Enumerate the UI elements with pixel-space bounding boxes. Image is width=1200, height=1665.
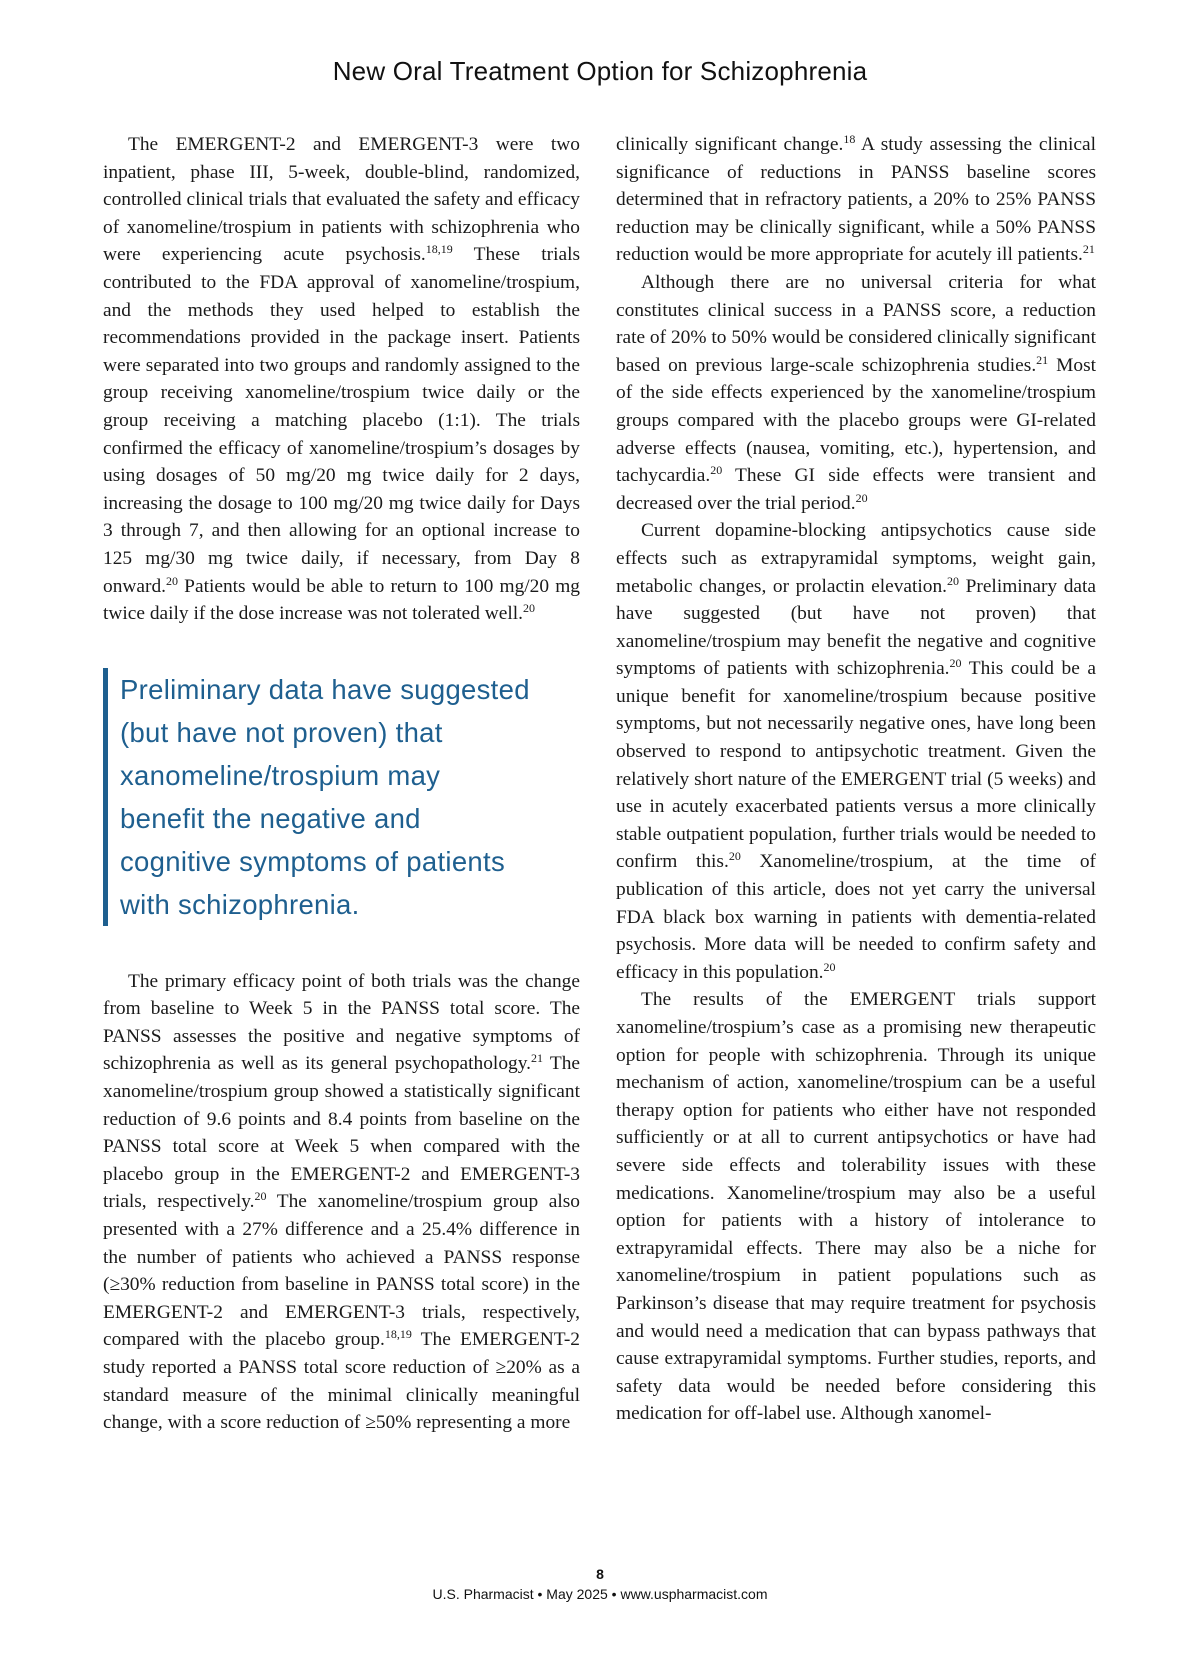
- pull-quote-line: Preliminary data have suggested: [120, 673, 530, 705]
- right-paragraph-2: Although there are no universal criteria for what constitutes clinical success in a PANSS score, a reduction rate of 20% to 50% would be considered clinically significant based on previous large-scale schizophrenia studies.$^{21}$ Most of the side effects experienced by the xanomeline/trospium groups compared with the placebo groups were GI-related adverse effects (nausea, vomiting, etc.), hypertension, and tachycardia.$^{20}$ These GI side effects were transient and decreased over the trial period.$^{20}$: [616, 271, 1097, 514]
- left-column: [103, 131, 580, 1437]
- citation-superscript: 20: [166, 573, 179, 588]
- citation-superscript: 20: [823, 959, 836, 974]
- citation-superscript: 20: [254, 1189, 267, 1204]
- citation-superscript: 18: [843, 132, 856, 146]
- citation-superscript: 20: [522, 601, 535, 616]
- pull-quote-line: xanomeline/trospium may: [120, 759, 441, 791]
- pull-quote-line: benefit the negative and: [120, 802, 421, 834]
- right-paragraph-1: clinically significant change.$^{18}$ A study assessing the clinical significance of reductions in PANSS baseline scores determined that in refractory patients, a 20% to 25% PANSS reduction may be clinically significant, while a 50% PANSS reduction would be more appropriate for acutely ill patients.$^{21}$: [616, 132, 1096, 266]
- pull-quote: [103, 668, 580, 926]
- page-number: 8: [596, 1566, 604, 1582]
- page-title: New Oral Treatment Option for Schizophrenia: [332, 56, 868, 86]
- citation-superscript: 21: [1036, 352, 1049, 367]
- citation-superscript: 18,19: [384, 1327, 412, 1342]
- pull-quote-line: with schizophrenia.: [120, 888, 360, 920]
- pull-quote-line: cognitive symptoms of patients: [120, 845, 506, 877]
- citation-superscript: 20: [855, 490, 868, 505]
- right-paragraph-3: Current dopamine-blocking antipsychotics cause side effects such as extrapyramidal symptoms, weight gain, metabolic changes, or prolactin elevation.$^{20}$ Preliminary data have suggested (but have not proven) that xanomeline/trospium may benefit the negative and cognitive symptoms of patients with schizophrenia.$^{20}$ This could be a unique benefit for xanomeline/trospium because positive symptoms, but not necessarily negative ones, have long been observed to respond to antipsychotic treatment. Given the relatively short nature of the EMERGENT trial (5 weeks) and use in acutely exacerbated patients versus a more clinically stable outpatient population, further trials would be needed to confirm this.$^{20}$ Xanomeline/trospium, at the time of publication of this article, does not yet carry the universal FDA black box warning in patients with dementia-related psychosis. More data will be needed to confirm safety and efficacy in this population.$^{20}$: [616, 520, 1096, 983]
- right-column: [616, 131, 1096, 1428]
- citation-superscript: 20: [949, 656, 962, 671]
- left-paragraph-1: The EMERGENT-2 and EMERGENT-3 were two inpatient, phase III, 5-week, double-blind, randomized, controlled clinical trials that evaluated the safety and efficacy of xanomeline/trospium in patients with schizophrenia who were experiencing acute psychosis.$^{18,19}$ These trials contributed to the FDA approval of xanomeline/trospium, and the methods they used helped to establish the recommendations provided in the package insert. Patients were separated into two groups and randomly assigned to the group receiving xanomeline/trospium twice daily or the group receiving a matching placebo (1:1). The trials confirmed the efficacy of xanomeline/trospium’s dosages by using dosages of 50 mg/20 mg twice daily for 2 days, increasing the dosage to 100 mg/20 mg twice daily for Days 3 through 7, and then allowing for an optional increase to 125 mg/30 mg twice daily, if necessary, from Day 8 onward.$^{20}$ Patients would be able to return to 100 mg/20 mg twice daily if the dose increase was not tolerated well.$^{20}$: [103, 134, 581, 625]
- pull-quote-line: (but have not proven) that: [120, 716, 443, 748]
- citation-superscript: 21: [531, 1051, 543, 1066]
- citation-superscript: 21: [1082, 242, 1095, 257]
- citation-superscript: 20: [710, 463, 723, 478]
- right-paragraph-4: The results of the EMERGENT trials support xanomeline/trospium’s case as a promising new therapeutic option for people with schizophrenia. Through its unique mechanism of action, xanomeline/trospium can be a useful therapy option for patients who either have not responded sufficiently or at all to current antipsychotics or have had severe side effects and tolerability issues with these medications. Xanomeline/trospium may also be a useful option for patients with a history of intolerance to extrapyramidal effects. There may also be a niche for xanomeline/trospium in patient populations such as Parkinson’s disease that may require treatment for psychosis and would need a medication that can bypass pathways that cause extrapyramidal symptoms. Further studies, reports, and safety data would be needed before considering this medication for off-label use. Although xanomel-: [616, 989, 1096, 1425]
- footer-publication-line: U.S. Pharmacist • May 2025 • www.uspharmacist.com: [432, 1586, 768, 1602]
- citation-superscript: 20: [947, 573, 960, 588]
- left-paragraph-2: The primary efficacy point of both trials was the change from baseline to Week 5 in the PANSS total score. The PANSS assesses the positive and negative symptoms of schizophrenia as well as its general psychopathology.$^{21}$ The xanomeline/trospium group showed a statistically significant reduction of 9.6 points and 8.4 points from baseline on the PANSS total score at Week 5 when compared with the placebo group in the EMERGENT-2 and EMERGENT-3 trials, respectively.$^{20}$ The xanomeline/trospium group also presented with a 27% difference and a 25.4% difference in the number of patients who achieved a PANSS response (≥30% reduction from baseline in PANSS total score) in the EMERGENT-2 and EMERGENT-3 trials, respectively, compared with the placebo group.$^{18,19}$ The EMERGENT-2 study reported a PANSS total score reduction of ≥20% as a standard measure of the minimal clinically meaningful change, with a score reduction of ≥50% representing a more: [103, 970, 581, 1434]
- citation-superscript: 20: [728, 849, 741, 864]
- citation-superscript: 18,19: [425, 242, 453, 257]
